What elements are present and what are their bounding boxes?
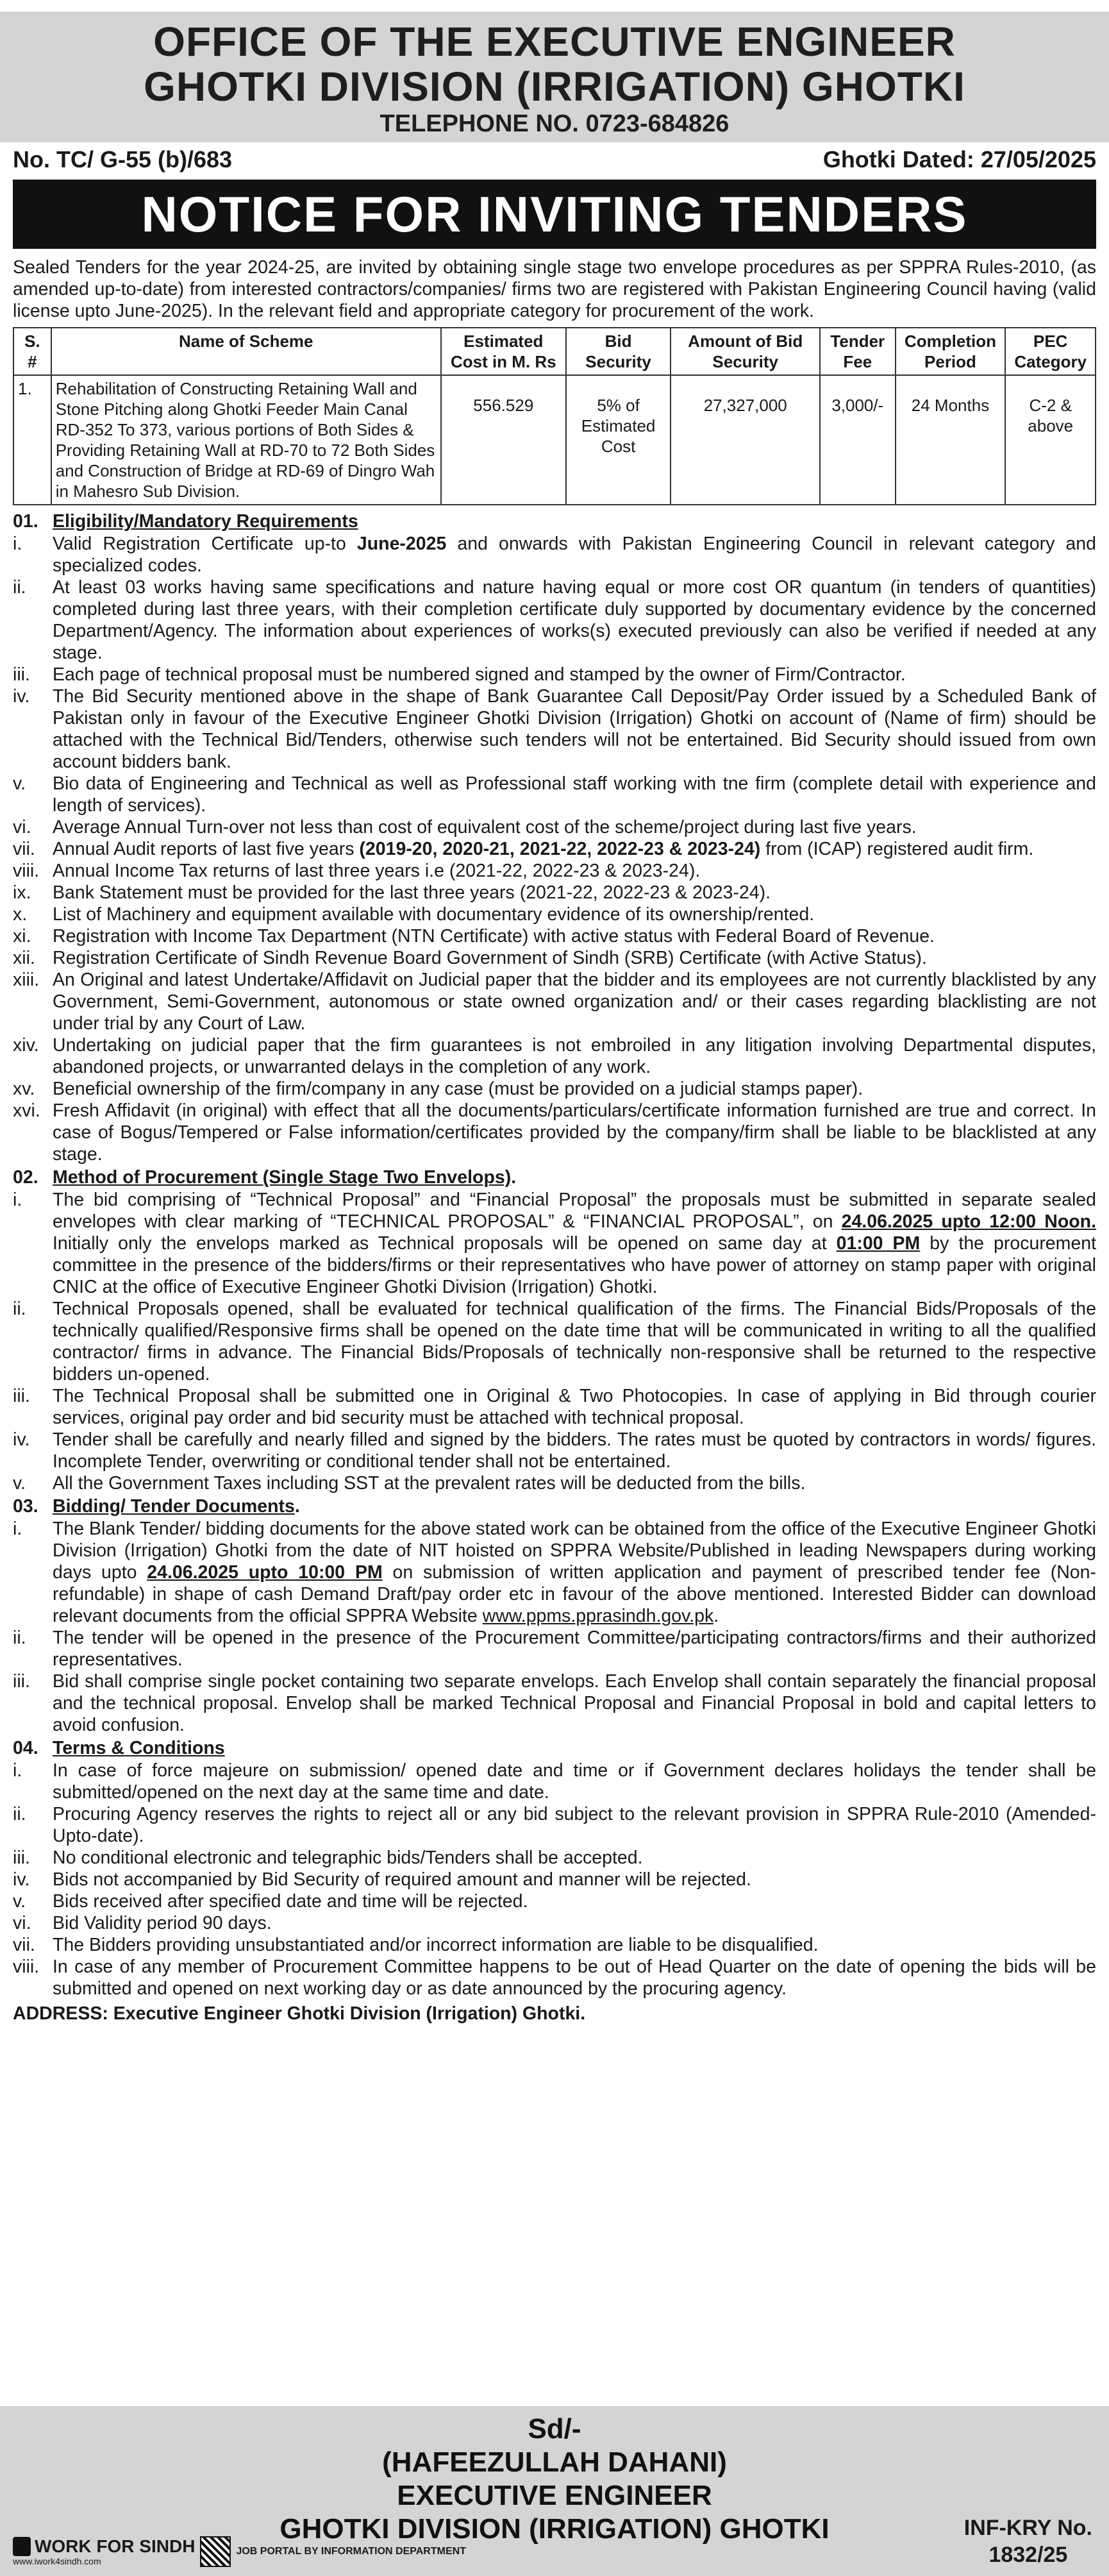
cell-scheme-name: Rehabilitation of Constructing Retaining Wall and Stone Pitching along Ghotki Feeder Main Canal RD-352 To 373, various portions of Both Sides & Providing Retaining Wall at RD-70 to 72 Both Sides and Construction of Bridge at RD-69 of Dingro Wah in Mahesro Sub Division. xyxy=(51,375,441,505)
list-item: xi. Registration with Income Tax Department (NTN Certificate) with active status with Federal Board of Revenue. xyxy=(13,926,935,947)
list-item: viii. Annual Income Tax returns of last three years i.e (2021-22, 2022-23 & 2023-24). xyxy=(13,861,701,881)
list-item: v. Bio data of Engineering and Technical as well as Professional staff working with tne firm (complete detail with experience and length of services). xyxy=(13,773,1096,816)
list-item: vii. Annual Audit reports of last five years (2019-20, 2020-21, 2021-22, 2022-23 & 2023-24) from (ICAP) registered audit firm. xyxy=(13,839,1034,859)
workforsindh-url: www.iwork4sindh.com xyxy=(13,2556,101,2566)
reference-date: Ghotki Dated: 27/05/2025 xyxy=(822,146,1096,173)
list-item: ii. Procuring Agency reserves the rights to reject all or any bid subject to the relevant provision in SPPRA Rule-2010 (Amended-Upto-date). xyxy=(13,1804,1096,1846)
list-item: xvi. Fresh Affidavit (in original) with effect that all the documents/particulars/certificate information furnished are true and correct. In case of Bogus/Tempered or False information/certificates provided by the company/firm shall be liable to be blacklisted at any stage. xyxy=(13,1100,1096,1165)
signature-footer xyxy=(0,2406,1109,2576)
list-item: vii. The Bidders providing unsubstantiated and/or incorrect information are liable to be disqualified. xyxy=(13,1935,819,1955)
reference-number: No. TC/ G-55 (b)/683 xyxy=(13,146,233,173)
workforsindh-badge xyxy=(13,2536,466,2567)
section-title: Terms & Conditions xyxy=(53,1738,225,1758)
inf-value: 1832/25 xyxy=(988,2543,1068,2567)
cell-amount-bid-security: 27,327,000 xyxy=(671,375,820,505)
section-title: Method of Procurement (Single Stage Two Envelops) xyxy=(53,1167,512,1188)
section-number: 04. xyxy=(13,1738,38,1758)
office-telephone: TELEPHONE NO. 0723-684826 xyxy=(379,110,730,137)
col-header-scheme: Name of Scheme xyxy=(51,328,441,375)
section-number: 03. xyxy=(13,1496,38,1517)
workforsindh-tagline: JOB PORTAL BY INFORMATION DEPARTMENT xyxy=(236,2546,466,2557)
inf-label: INF-KRY No. xyxy=(963,2516,1092,2540)
list-item: vi. Average Annual Turn-over not less than cost of equivalent cost of the scheme/project during last five years. xyxy=(13,817,917,838)
cell-completion-period: 24 Months xyxy=(896,375,1006,505)
list-item: iv. Tender shall be carefully and nearly filled and signed by the bidders. The rates must be quoted by contractors in words/ figures. Incomplete Tender, overwriting or conditional tender shall not be entertained. xyxy=(13,1429,1096,1472)
table-row xyxy=(13,375,1096,505)
list-item: iv. The Bid Security mentioned above in the shape of Bank Guarantee Call Deposit/Pay Order issued by a Scheduled Bank of Pakistan only in favour of the Executive Engineer Ghotki Division (Irrigation) Ghotki on account of (Name of firm) should be attached with the Technical Bid/Tenders, otherwise such tenders will not be entertained. Bid Security should issued from own account bidders bank. xyxy=(13,686,1096,772)
col-header-tender-fee: Tender Fee xyxy=(820,328,895,375)
list-item: i. The bid comprising of “Technical Proposal” and “Financial Proposal” the proposals must be submitted in separate sealed envelopes with clear marking of “TECHNICAL PROPOSAL” & “FINANCIAL PROPOSAL”, on 24.06.2025 upto 12:00 Noon. Initially only the envelops marked as Technical proposals will be opened on same day at 01:00 PM by the procurement committee in the presence of the bidders/firms or their representatives who have power of attorney on stamp paper with original CNIC at the office of Executive Engineer Ghotki Division (Irrigation) Ghotki. xyxy=(13,1190,1097,1297)
list-item: xv. Beneficial ownership of the firm/company in any case (must be provided on a judicial stamps paper). xyxy=(13,1079,863,1099)
list-item: iii. Each page of technical proposal must be numbered signed and stamped by the owner of Firm/Contractor. xyxy=(13,664,906,685)
list-item: xiii. An Original and latest Undertake/Affidavit on Judicial paper that the bidder and its employees are not currently blacklisted by any Government, Semi-Government, autonomous or state owned organization and/ or their cases regarding blacklisting are not under trial by any Court of Law. xyxy=(13,970,1096,1034)
office-address: ADDRESS: Executive Engineer Ghotki Division (Irrigation) Ghotki. xyxy=(13,2003,586,2024)
list-item: vi. Bid Validity period 90 days. xyxy=(13,1913,272,1933)
cell-tender-fee: 3,000/- xyxy=(820,375,895,505)
col-header-pec-category: PEC Category xyxy=(1005,328,1096,375)
section-procurement-heading: 02. Method of Procurement (Single Stage Two Envelops). xyxy=(13,1167,517,1188)
signatory-name: (HAFEEZULLAH DAHANI) xyxy=(382,2446,727,2478)
list-item: iii. No conditional electronic and telegraphic bids/Tenders shall be accepted. xyxy=(13,1848,643,1868)
list-item: ii. The tender will be opened in the presence of the Procurement Committee/participating contractors/firms and their authorized representatives. xyxy=(13,1628,1096,1670)
col-header-estimated-cost: Estimated Cost in M. Rs xyxy=(441,328,566,375)
section-title: Eligibility/Mandatory Requirements xyxy=(53,511,358,532)
signature-sd: Sd/- xyxy=(528,2413,581,2445)
intro-paragraph: Sealed Tenders for the year 2024-25, are invited by obtaining single stage two envelope procedures as per SPPRA Rules-2010, (as amended up-to-date) from interested contractors/companies/ firms two are registered with Pakistan Engineering Council having (valid license upto June-2025). In the relevant field and appropriate category for procurement of the work. xyxy=(13,257,1096,321)
section-number: 01. xyxy=(13,511,38,532)
list-item: ix. Bank Statement must be provided for the last three years (2021-22, 2022-23 & 2023-24). xyxy=(13,882,771,903)
list-item: v. All the Government Taxes including SST at the prevalent rates will be deducted from the bills. xyxy=(13,1473,806,1494)
list-item: xii. Registration Certificate of Sindh Revenue Board Government of Sindh (SRB) Certificate (with Active Status). xyxy=(13,948,927,968)
list-item: i. The Blank Tender/ bidding documents for the above stated work can be obtained from the office of the Executive Engineer Ghotki Division (Irrigation) Ghotki from the date of NIT hoisted on SPPRA Website/Published in leading Newspapers during working days upto 24.06.2025 upto 10:00 PM on submission of written application and payment of prescribed tender fee (Non-refundable) in shape of cash Demand Draft/pay order etc in favour of the above mentioned. Interested Bidder can download relevant documents from the official SPPRA Website www.ppms.pprasindh.gov.pk. xyxy=(13,1519,1096,1626)
qr-code-icon xyxy=(200,2536,231,2567)
list-item: i. Valid Registration Certificate up-to June-2025 and onwards with Pakistan Engineering Council in relevant category and specialized codes. xyxy=(13,534,1096,576)
section-title: Bidding/ Tender Documents xyxy=(53,1496,295,1517)
list-item: viii. In case of any member of Procurement Committee happens to be out of Head Quarter on the date of opening the bids will be submitted and opened on next working day or as date announced by the procuring agency. xyxy=(13,1957,1096,1999)
notice-title: NOTICE FOR INVITING TENDERS xyxy=(13,180,1096,249)
col-header-completion-period: Completion Period xyxy=(896,328,1006,375)
section-terms-heading xyxy=(13,1737,1096,1760)
section-number: 02. xyxy=(13,1167,38,1188)
reference-row xyxy=(13,145,1096,174)
cell-bid-security: 5% of Estimated Cost xyxy=(566,375,671,505)
signature-block xyxy=(0,2406,1109,2546)
cell-pec-category: C-2 & above xyxy=(1005,375,1096,505)
list-item: ii. Technical Proposals opened, shall be evaluated for technical qualification of the firms. The Financial Bids/Proposals of the technically qualified/Responsive firms shall be opened on the date time that will be communicated in writing to all the qualified contractor/ firms in advance. The Financial Bids/Proposals of technically non-responsive shall be returned to the respective bidders un-opened. xyxy=(13,1299,1096,1385)
list-item: ii. At least 03 works having same specifications and nature having equal or more cost OR quantum (in tenders of quantities) completed during last three years, with their completion certificate duly supported by documentary evidence by the concerned Department/Agency. The information about experiences of works(s) executed previously can also be verified if needed at any stage. xyxy=(13,577,1096,663)
tender-table xyxy=(13,327,1096,505)
list-item: iv. Bids not accompanied by Bid Security of required amount and manner will be rejected. xyxy=(13,1869,751,1890)
section-bidding-heading: 03. Bidding/ Tender Documents. xyxy=(13,1496,300,1517)
list-item: iii. Bid shall comprise single pocket containing two separate envelops. Each Envelop shall contain separately the financial proposal and the technical proposal. Envelop shall be marked Technical Proposal and Financial Proposal in bold and capital letters to avoid confusion. xyxy=(13,1671,1096,1735)
col-header-sno: S. # xyxy=(13,328,51,375)
list-item: iii. The Technical Proposal shall be submitted one in Original & Two Photocopies. In case of applying in Bid through courier services, original pay order and bid security must be attached with technical proposal. xyxy=(13,1386,1096,1428)
sppra-website-link[interactable]: www.ppms.pprasindh.gov.pk xyxy=(482,1606,714,1626)
list-item: x. List of Machinery and equipment available with documentary evidence of its ownership/rented. xyxy=(13,904,815,925)
workforsindh-title: WORK FOR SINDH xyxy=(35,2536,196,2556)
cell-sno: 1. xyxy=(13,375,51,505)
inf-number xyxy=(964,2514,1092,2568)
office-title-line2: GHOTKI DIVISION (IRRIGATION) GHOTKI xyxy=(144,63,965,110)
list-item: xiv. Undertaking on judicial paper that the firm guarantees is not embroiled in any litigation involving Departmental disputes, abandoned projects, or unwarranted delays in the completion of any work. xyxy=(13,1035,1096,1077)
table-header-row xyxy=(13,328,1096,375)
workforsindh-logo-icon xyxy=(13,2537,31,2556)
list-item: v. Bids received after specified date and time will be rejected. xyxy=(13,1891,528,1912)
office-title-line1: OFFICE OF THE EXECUTIVE ENGINEER xyxy=(153,19,956,65)
section-eligibility-heading xyxy=(13,510,1096,533)
col-header-bid-security: Bid Security xyxy=(566,328,671,375)
list-item: i. In case of force majeure on submission/ opened date and time or if Government declares holidays the tender shall be submitted/opened on the next day at the same time and date. xyxy=(13,1760,1096,1803)
signatory-office: GHOTKI DIVISION (IRRIGATION) GHOTKI xyxy=(279,2513,830,2545)
office-header xyxy=(0,12,1109,142)
cell-estimated-cost: 556.529 xyxy=(441,375,566,505)
col-header-amount-bid-security: Amount of Bid Security xyxy=(671,328,820,375)
signatory-designation: EXECUTIVE ENGINEER xyxy=(397,2480,712,2511)
